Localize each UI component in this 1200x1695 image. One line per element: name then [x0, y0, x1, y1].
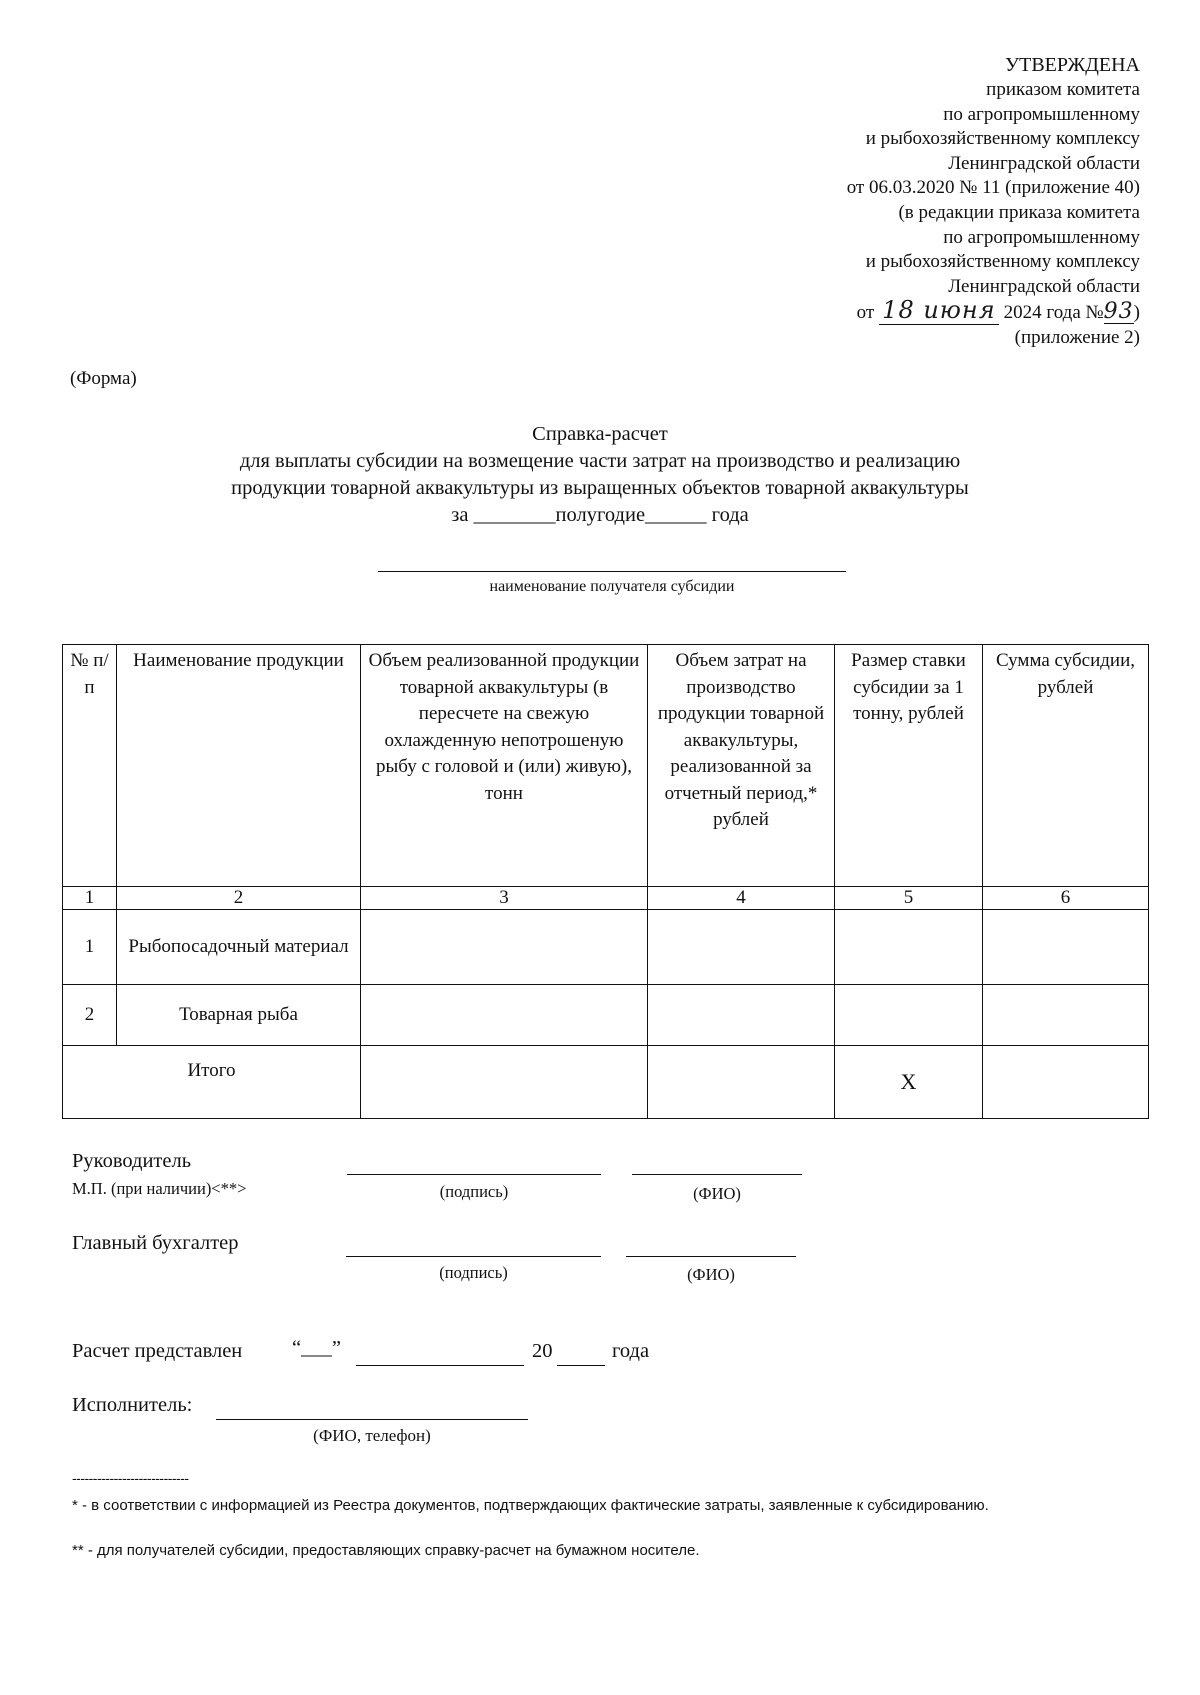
accountant-signature-line[interactable] — [346, 1256, 601, 1257]
row-number: 1 — [63, 910, 117, 985]
handwritten-date — [879, 296, 999, 325]
approval-line: от 06.03.2020 № 11 (приложение 40) — [846, 177, 1140, 199]
title-line-2: для выплаты субсидии на возмещение части затрат на производство и реализацию — [239, 450, 961, 472]
executor-label: Исполнитель: — [72, 1394, 193, 1416]
amendment-date-line — [620, 296, 1140, 326]
total-volume-cell[interactable] — [361, 1046, 648, 1119]
row-rate-cell[interactable] — [835, 910, 983, 985]
row-subsidy-cell[interactable] — [983, 910, 1149, 985]
header-cell: № п/п — [63, 645, 117, 887]
document-title — [100, 421, 1100, 529]
approval-line: и рыбохозяйственному комплексу — [865, 128, 1140, 150]
fio-caption: (ФИО) — [687, 1265, 735, 1284]
stamp-label: М.П. (при наличии)<**> — [72, 1179, 247, 1198]
row-volume-cell[interactable] — [361, 910, 648, 985]
executor-line[interactable] — [216, 1419, 528, 1420]
column-number-row — [63, 887, 1149, 910]
table-row — [63, 910, 1149, 985]
year-number-text: 2024 года № — [1003, 302, 1104, 324]
signature-caption: (подпись) — [439, 1263, 508, 1282]
submitted-year-suffix: года — [612, 1340, 650, 1362]
row-subsidy-cell[interactable] — [983, 985, 1149, 1046]
header-cell: Объем затрат на производство продукции товарной аквакультуры, реализованной за отчетный период,* рублей — [648, 645, 835, 887]
recipient-name-line[interactable] — [378, 571, 846, 572]
appendix-label: (приложение 2) — [1014, 326, 1140, 348]
accountant-fio-line[interactable] — [626, 1256, 796, 1257]
executor-caption: (ФИО, телефон) — [313, 1426, 431, 1445]
head-signature-line[interactable] — [347, 1174, 601, 1175]
handwritten-date-text: 18 июня — [882, 296, 996, 325]
title-line-4: за ________полугодие______ года — [451, 504, 749, 526]
row-costs-cell[interactable] — [648, 985, 835, 1046]
approval-line: Ленинградской области — [948, 152, 1140, 174]
row-rate-cell[interactable] — [835, 985, 983, 1046]
submitted-label: Расчет представлен — [72, 1340, 243, 1362]
footnote-2: ** - для получателей субсидии, предоставляющих справку-расчет на бумажном носителе. — [72, 1542, 700, 1559]
head-fio-line[interactable] — [632, 1174, 802, 1175]
title-line-3: продукции товарной аквакультуры из выращенных объектов товарной аквакультуры — [231, 477, 969, 499]
footnote-1: * - в соответствии с информацией из Реестра документов, подтверждающих фактические затраты, заявленные к субсидированию. — [72, 1497, 989, 1514]
row-product-name: Рыбопосадочный материал — [117, 910, 361, 985]
approval-line: по агропромышленному — [943, 103, 1140, 125]
header-cell: Объем реализованной продукции товарной аквакультуры (в пересчете на свежую охлажденную непотрошеную рыбу с головой и (или) живую), тонн — [361, 645, 648, 887]
approval-line: и рыбохозяйственному комплексу — [865, 251, 1140, 273]
approval-line: (в редакции приказа комитета — [898, 201, 1140, 223]
total-label: Итого — [63, 1046, 361, 1119]
fio-caption: (ФИО) — [693, 1184, 741, 1203]
column-number: 1 — [63, 887, 117, 910]
recipient-caption: наименование получателя субсидии — [489, 578, 735, 595]
signature-caption: (подпись) — [439, 1182, 509, 1201]
date-prefix: от — [856, 302, 875, 324]
submitted-day-field[interactable]: “___” — [292, 1337, 341, 1359]
title-line-1: Справка-расчет — [532, 423, 668, 445]
approval-title: УТВЕРЖДЕНА — [1004, 54, 1140, 76]
approval-line: приказом комитета — [986, 79, 1140, 100]
approval-line: по агропромышленному — [943, 226, 1140, 248]
column-number: 2 — [117, 887, 361, 910]
total-row — [63, 1046, 1149, 1119]
column-number: 4 — [648, 887, 835, 910]
submitted-year-prefix: 20 — [532, 1340, 553, 1362]
subsidy-table — [62, 644, 1149, 1119]
header-cell: Размер ставки субсидии за 1 тонну, рублей — [835, 645, 983, 887]
table-row — [63, 985, 1149, 1046]
column-number: 6 — [983, 887, 1149, 910]
submitted-year-line[interactable] — [557, 1365, 605, 1366]
row-costs-cell[interactable] — [648, 910, 835, 985]
form-label: (Форма) — [70, 368, 137, 389]
row-volume-cell[interactable] — [361, 985, 648, 1046]
total-costs-cell[interactable] — [648, 1046, 835, 1119]
footnote-separator: ---------------------------- — [72, 1470, 189, 1486]
total-subsidy-cell[interactable] — [983, 1046, 1149, 1119]
approval-line: Ленинградской области — [948, 275, 1140, 297]
header-cell: Сумма субсидии, рублей — [983, 645, 1149, 887]
accountant-label: Главный бухгалтер — [72, 1232, 239, 1254]
header-cell: Наименование продукции — [117, 645, 361, 887]
submitted-month-line[interactable] — [356, 1365, 524, 1366]
row-number: 2 — [63, 985, 117, 1046]
head-label: Руководитель — [72, 1150, 192, 1172]
handwritten-number: 93 — [1103, 299, 1134, 325]
column-number: 5 — [835, 887, 983, 910]
close-paren: ) — [1133, 302, 1140, 324]
row-product-name: Товарная рыба — [117, 985, 361, 1046]
approval-block — [620, 52, 1140, 351]
table-header-row — [63, 645, 1149, 887]
column-number: 3 — [361, 887, 648, 910]
total-rate-mark: X — [835, 1046, 983, 1119]
